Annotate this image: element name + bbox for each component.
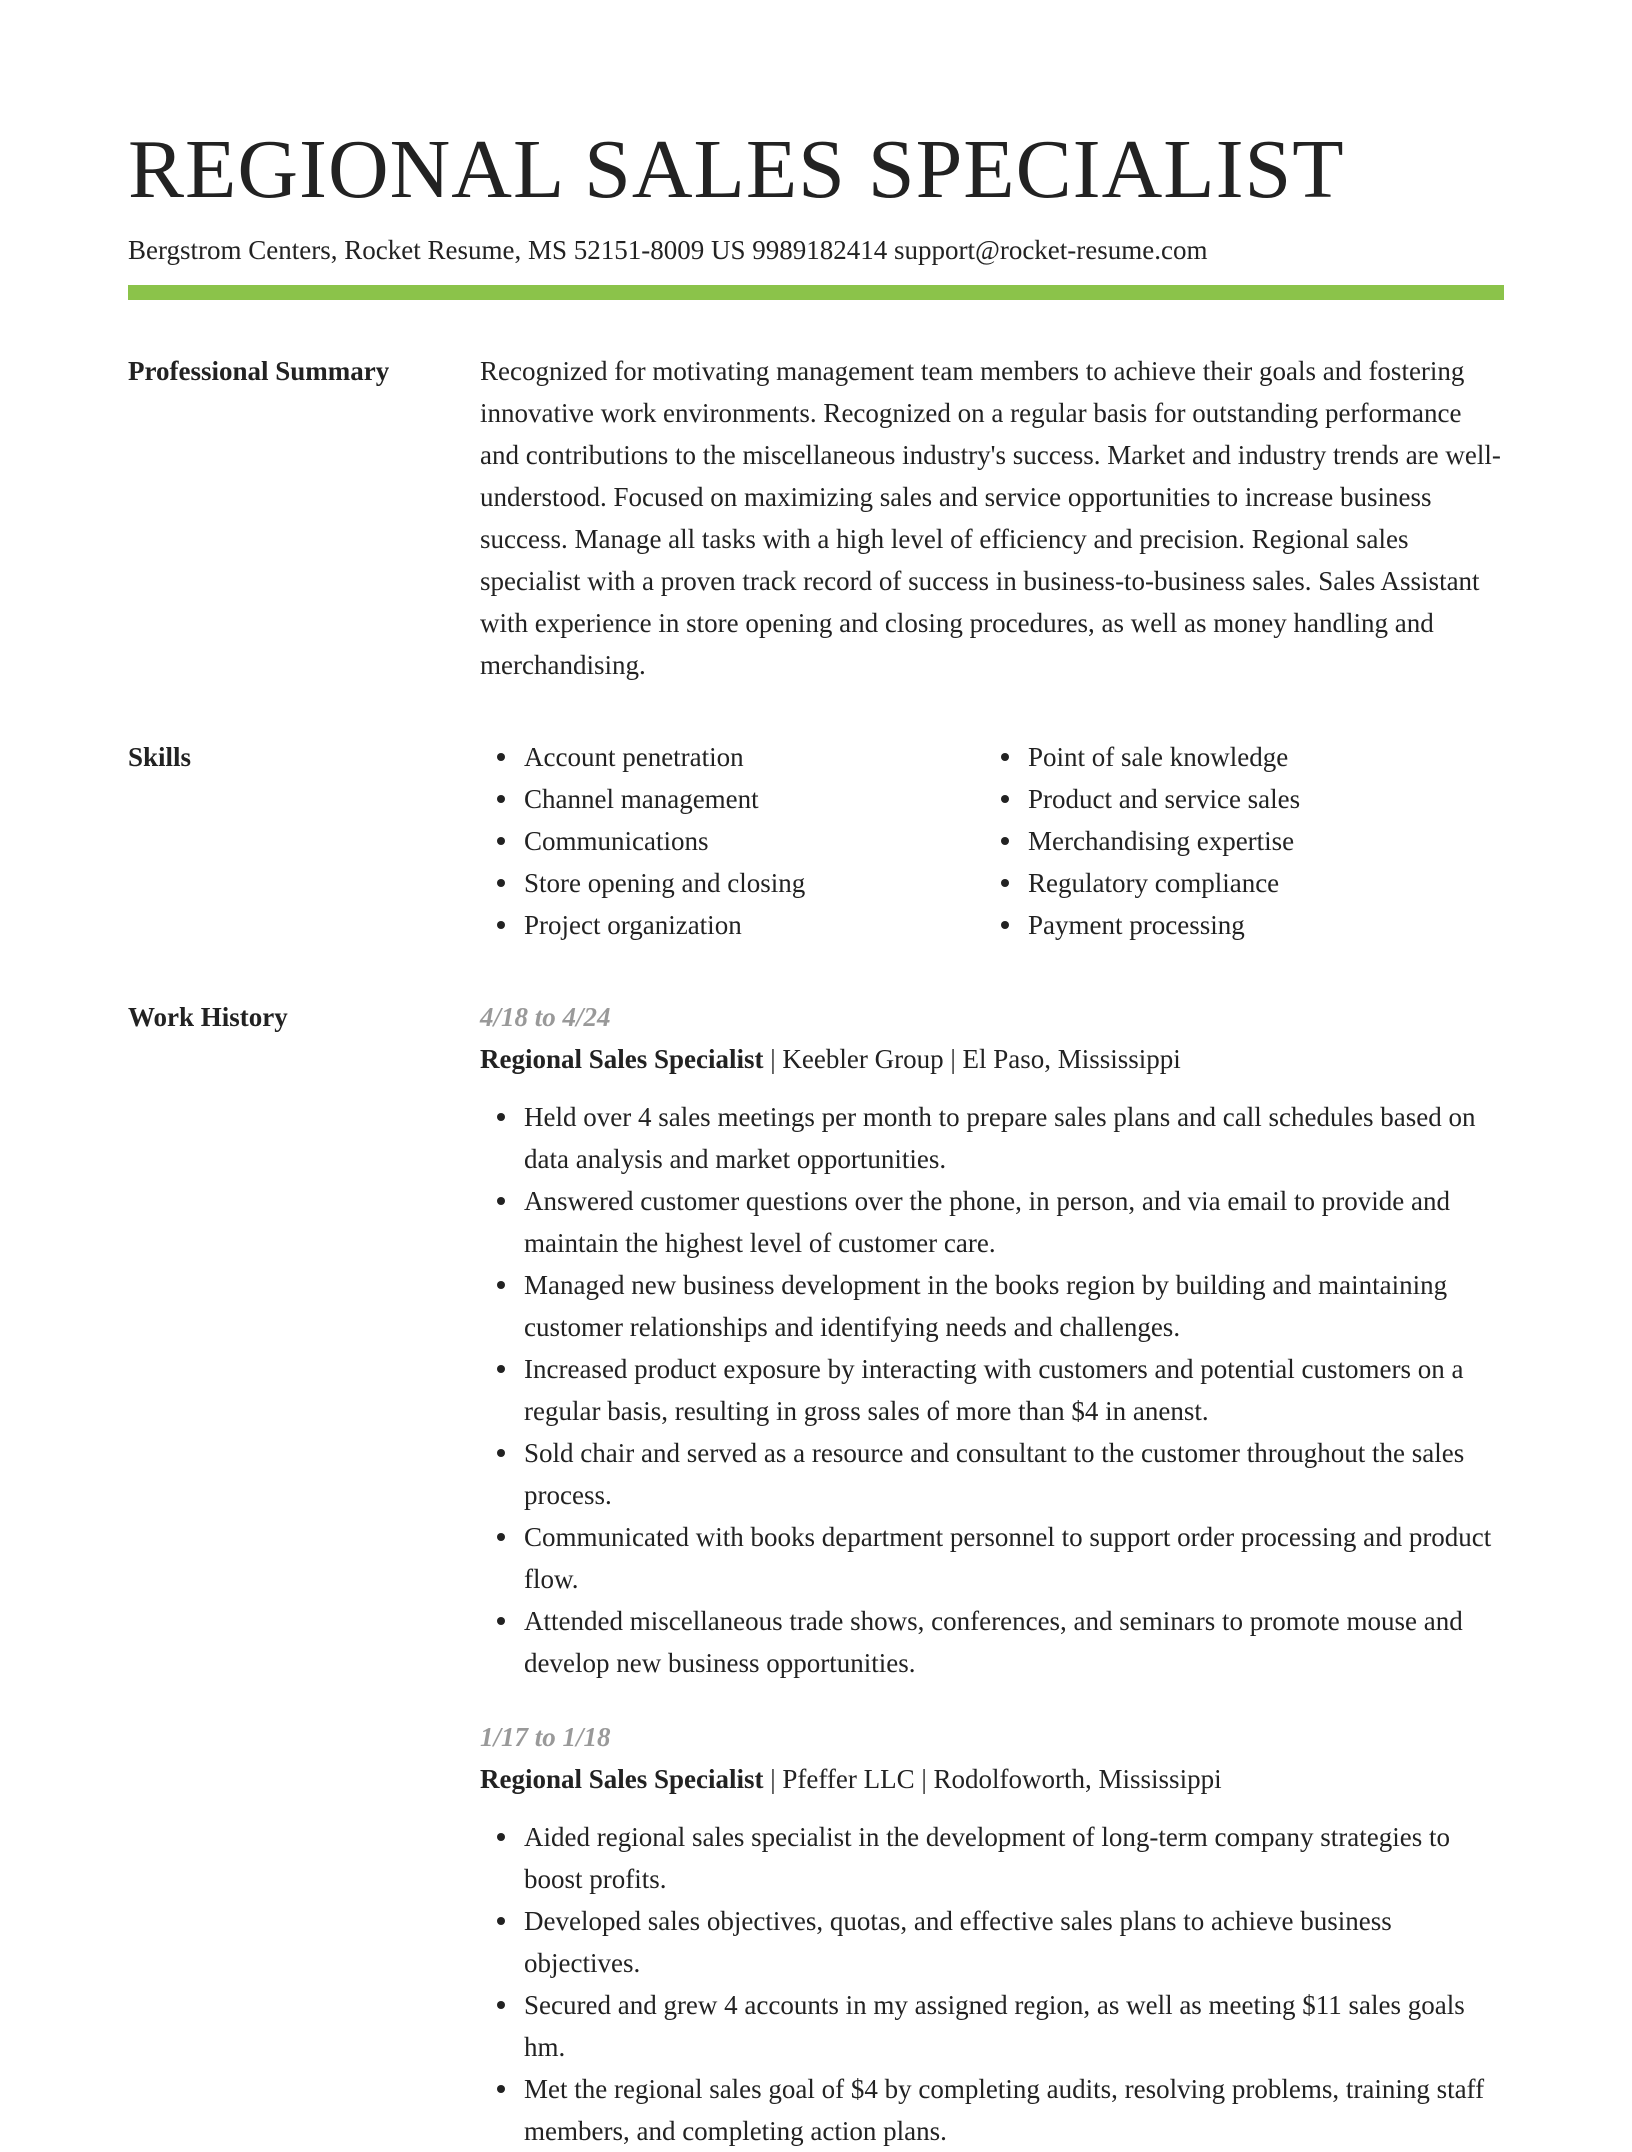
skill-item: Communications (480, 820, 984, 862)
job-bullet: Held over 4 sales meetings per month to prepare sales plans and call schedules based on data analysis and market opportunities. (480, 1096, 1504, 1180)
resume-page (128, 120, 1504, 2152)
work-history-body (480, 996, 1504, 2152)
contact-line: Bergstrom Centers, Rocket Resume, MS 52151-8009 US 9989182414 support@rocket-resume.com (128, 235, 1208, 265)
summary-text: Recognized for motivating management team members to achieve their goals and fostering innovative work environments. Recognized on a regular basis for outstanding performance and contributions to the miscellaneous industry's success. Market and industry trends are well-understood. Focused on maximizing sales and service opportunities to increase business success. Manage all tasks with a high level of efficiency and precision. Regional sales specialist with a proven track record of success in business-to-business sales. Sales Assistant with experience in store opening and closing procedures, as well as money handling and merchandising. (480, 356, 1501, 680)
job-entry (480, 1716, 1504, 2152)
job-title-line (480, 1038, 1504, 1080)
job-title: Regional Sales Specialist (480, 1044, 764, 1074)
skills-list-left (480, 736, 984, 946)
section-label-work-history: Work History (128, 1002, 288, 1032)
job-bullet: Developed sales objectives, quotas, and effective sales plans to achieve business objectives. (480, 1900, 1504, 1984)
skill-item: Point of sale knowledge (984, 736, 1488, 778)
job-bullet: Met the regional sales goal of $4 by completing audits, resolving problems, training staff members, and completing action plans. (480, 2068, 1504, 2152)
skill-item: Project organization (480, 904, 984, 946)
accent-divider (128, 285, 1504, 300)
job-bullet: Attended miscellaneous trade shows, conferences, and seminars to promote mouse and develop new business opportunities. (480, 1600, 1504, 1684)
section-label-summary: Professional Summary (128, 356, 390, 386)
job-bullet: Managed new business development in the books region by building and maintaining customer relationships and identifying needs and challenges. (480, 1264, 1504, 1348)
job-bullets (480, 1816, 1504, 2152)
job-details: | Keebler Group | El Paso, Mississippi (763, 1044, 1181, 1074)
job-bullet: Aided regional sales specialist in the development of long-term company strategies to boost profits. (480, 1816, 1504, 1900)
skill-item: Product and service sales (984, 778, 1488, 820)
skills-section (128, 736, 1504, 946)
skill-item: Regulatory compliance (984, 862, 1488, 904)
job-bullet: Secured and grew 4 accounts in my assigned region, as well as meeting $11 sales goals hm. (480, 1984, 1504, 2068)
job-dates: 1/17 to 1/18 (480, 1722, 611, 1752)
skill-item: Store opening and closing (480, 862, 984, 904)
skill-item: Merchandising expertise (984, 820, 1488, 862)
job-dates: 4/18 to 4/24 (480, 1002, 611, 1032)
skill-item: Payment processing (984, 904, 1488, 946)
skills-list-right (984, 736, 1488, 946)
job-entry (480, 996, 1504, 1684)
skill-item: Account penetration (480, 736, 984, 778)
skills-columns (480, 736, 1504, 946)
summary-section (128, 350, 1504, 686)
resume-title: REGIONAL SALES SPECIALIST (128, 123, 1345, 216)
section-label-skills: Skills (128, 742, 192, 772)
job-title: Regional Sales Specialist (480, 1764, 764, 1794)
job-title-line (480, 1758, 1504, 1800)
job-bullet: Answered customer questions over the phone, in person, and via email to provide and maintain the highest level of customer care. (480, 1180, 1504, 1264)
work-history-section (128, 996, 1504, 2152)
job-bullets (480, 1096, 1504, 1684)
skill-item: Channel management (480, 778, 984, 820)
job-details: | Pfeffer LLC | Rodolfoworth, Mississippi (763, 1764, 1222, 1794)
job-bullet: Increased product exposure by interacting with customers and potential customers on a regular basis, resulting in gross sales of more than $4 in anenst. (480, 1348, 1504, 1432)
job-bullet: Sold chair and served as a resource and consultant to the customer throughout the sales process. (480, 1432, 1504, 1516)
job-bullet: Communicated with books department personnel to support order processing and product flow. (480, 1516, 1504, 1600)
